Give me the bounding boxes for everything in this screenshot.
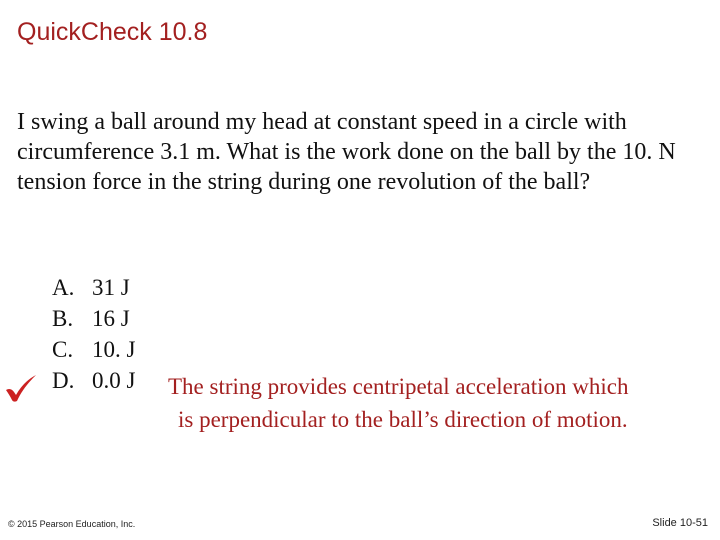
choice-a [52, 272, 135, 303]
question-text: I swing a ball around my head at constant speed in a circle with circumference 3.1 m. What is the work done on the ball by the 10. N tension force in the string during one revolution of the ball? [17, 109, 676, 195]
choice-letter: C. [52, 337, 74, 362]
choice-b [52, 303, 135, 334]
explanation-line: is perpendicular to the ball’s direction of motion. [178, 407, 628, 432]
choice-text: 0.0 J [92, 368, 136, 393]
choice-text: 16 J [92, 306, 130, 331]
answer-choices [52, 272, 135, 396]
choice-text: 10. J [92, 337, 136, 362]
answer-explanation [168, 370, 713, 436]
choice-letter: B. [52, 306, 74, 331]
checkmark-shape [6, 375, 36, 402]
choice-letter: A. [52, 275, 75, 300]
choice-c [52, 334, 135, 365]
choice-text: 31 J [92, 275, 130, 300]
slide-number: Slide 10-51 [652, 517, 708, 529]
slide-title: QuickCheck 10.8 [17, 18, 208, 46]
checkmark-icon [4, 373, 38, 403]
copyright-notice: © 2015 Pearson Education, Inc. [8, 519, 136, 529]
choice-d [52, 365, 135, 396]
choice-letter: D. [52, 368, 75, 393]
explanation-line: The string provides centripetal acceleration which [168, 374, 629, 399]
